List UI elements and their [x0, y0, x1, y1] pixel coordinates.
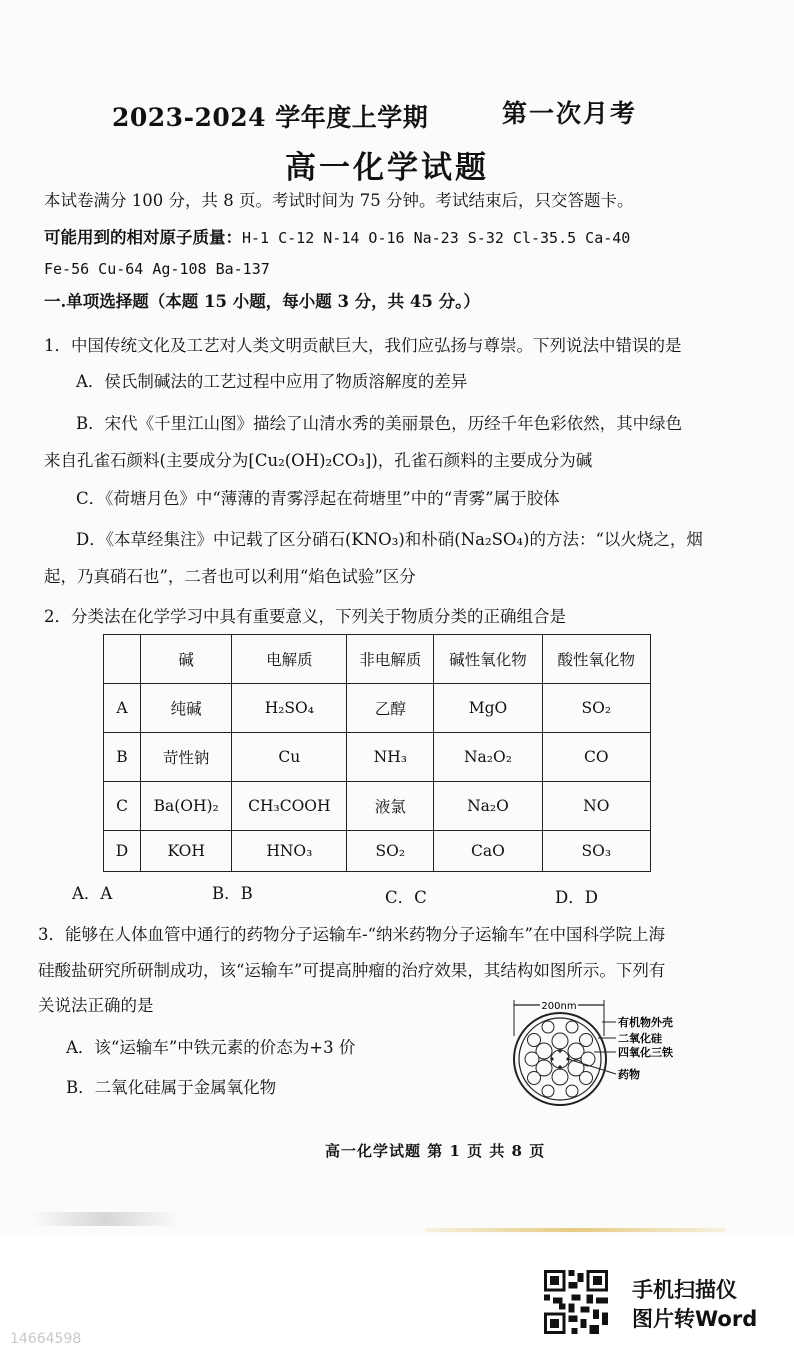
header-exam-name: 第一次月考	[502, 99, 638, 128]
q2-option-d: D．D	[555, 888, 598, 907]
table-cell: 纯碱	[141, 684, 232, 733]
table-cell: 苛性钠	[141, 733, 232, 782]
scan-edge	[425, 1228, 725, 1232]
nanocarrier-diagram	[510, 996, 710, 1108]
table-cell: HNO₃	[232, 831, 347, 872]
q1-option-b-line1: B．宋代《千里江山图》描绘了山清水秀的美丽景色，历经千年色彩依然，其中绿色	[76, 414, 683, 433]
table-cell: 液氯	[347, 782, 434, 831]
scan-smudge	[30, 1212, 180, 1226]
diagram-scale-label: 200nm	[541, 1001, 577, 1012]
table-cell: B	[104, 733, 141, 782]
table-header-row	[104, 635, 651, 684]
page-footer: 高一化学试题 第 1 页 共 8 页	[325, 1142, 546, 1160]
table-cell: SO₃	[542, 831, 650, 872]
table-cell: H₂SO₄	[232, 684, 347, 733]
table-cell: SO₂	[347, 831, 434, 872]
atomic-mass-values-2: Fe-56 Cu-64 Ag-108 Ba-137	[44, 260, 270, 278]
atomic-mass-line1	[44, 227, 630, 249]
table-cell: MgO	[434, 684, 542, 733]
qr-code-icon	[542, 1270, 610, 1334]
q3-stem-line2: 硅酸盐研究所研制成功，该“运输车”可提高肿瘤的治疗效果，其结构如图所示。下列有	[38, 961, 666, 980]
q2-option-a: A．A	[72, 884, 113, 903]
table-header-cell	[104, 635, 141, 684]
table-cell: KOH	[141, 831, 232, 872]
table-cell: CO	[542, 733, 650, 782]
table-header-cell: 酸性氧化物	[542, 635, 650, 684]
nanocarrier-diagram-svg	[510, 996, 710, 1108]
q3-stem-line3: 关说法正确的是	[38, 996, 154, 1015]
table-cell: Ba(OH)₂	[141, 782, 232, 831]
table-cell: Na₂O₂	[434, 733, 542, 782]
table-row	[104, 782, 651, 831]
header-year-term: 2023-2024 学年度上学期	[112, 103, 429, 132]
table-cell: NO	[542, 782, 650, 831]
table-cell: 乙醇	[347, 684, 434, 733]
atomic-mass-label: 可能用到的相对原子质量：	[44, 228, 242, 247]
q2-option-c: C．C	[385, 888, 427, 907]
watermark-id: 14664598	[10, 1331, 82, 1347]
watermark-line2: 图片转Word	[632, 1307, 758, 1331]
table-row	[104, 831, 651, 872]
diagram-label-silica: 二氧化硅	[618, 1032, 662, 1045]
intro-text: 本试卷满分 100 分，共 8 页。考试时间为 75 分钟。考试结束后，只交答题卡。	[44, 191, 634, 210]
table-cell: A	[104, 684, 141, 733]
diagram-label-drug: 药物	[618, 1068, 640, 1081]
q3-option-b: B．二氧化硅属于金属氧化物	[66, 1078, 277, 1097]
table-cell: SO₂	[542, 684, 650, 733]
table-cell: Cu	[232, 733, 347, 782]
q3-stem-line1: 3．能够在人体血管中通行的药物分子运输车-“纳米药物分子运输车”在中国科学院上海	[38, 925, 665, 944]
q2-stem: 2．分类法在化学学习中具有重要意义，下列关于物质分类的正确组合是	[44, 607, 566, 626]
table-row	[104, 684, 651, 733]
q1-option-b-line2: 来自孔雀石颜料(主要成分为[Cu₂(OH)₂CO₃])，孔雀石颜料的主要成分为碱	[44, 451, 593, 470]
q3-option-a: A．该“运输车”中铁元素的价态为+3 价	[66, 1038, 356, 1057]
q1-option-d-line1: D．《本草经集注》中记载了区分硝石(KNO₃)和朴硝(Na₂SO₄)的方法：“以火烧之，烟	[76, 530, 703, 549]
table-cell: C	[104, 782, 141, 831]
table-cell: D	[104, 831, 141, 872]
q1-stem: 1．中国传统文化及工艺对人类文明贡献巨大，我们应弘扬与尊崇。下列说法中错误的是	[44, 336, 682, 355]
table-header-cell: 碱	[141, 635, 232, 684]
watermark-line1: 手机扫描仪	[632, 1278, 737, 1302]
q1-option-a: A．侯氏制碱法的工艺过程中应用了物质溶解度的差异	[76, 372, 468, 391]
table-cell: CH₃COOH	[232, 782, 347, 831]
table-cell: NH₃	[347, 733, 434, 782]
diagram-label-iron-oxide: 四氧化三铁	[618, 1046, 673, 1059]
classification-table	[103, 634, 651, 872]
table-header-cell: 碱性氧化物	[434, 635, 542, 684]
q1-option-d-line2: 起，乃真硝石也”，二者也可以利用“焰色试验”区分	[44, 567, 416, 586]
table-cell: Na₂O	[434, 782, 542, 831]
table-row	[104, 733, 651, 782]
table-header-cell: 电解质	[232, 635, 347, 684]
q1-option-c: C．《荷塘月色》中“薄薄的青雾浮起在荷塘里”中的“青雾”属于胶体	[76, 489, 560, 508]
table-cell: CaO	[434, 831, 542, 872]
q2-option-b: B．B	[212, 884, 253, 903]
page-title: 高一化学试题	[285, 150, 489, 186]
table-header-cell: 非电解质	[347, 635, 434, 684]
atomic-mass-values-1: H-1 C-12 N-14 O-16 Na-23 S-32 Cl-35.5 Ca-40	[242, 229, 631, 247]
section-heading: 一.单项选择题（本题 15 小题，每小题 3 分，共 45 分。）	[44, 292, 480, 311]
diagram-label-shell: 有机物外壳	[618, 1016, 673, 1029]
